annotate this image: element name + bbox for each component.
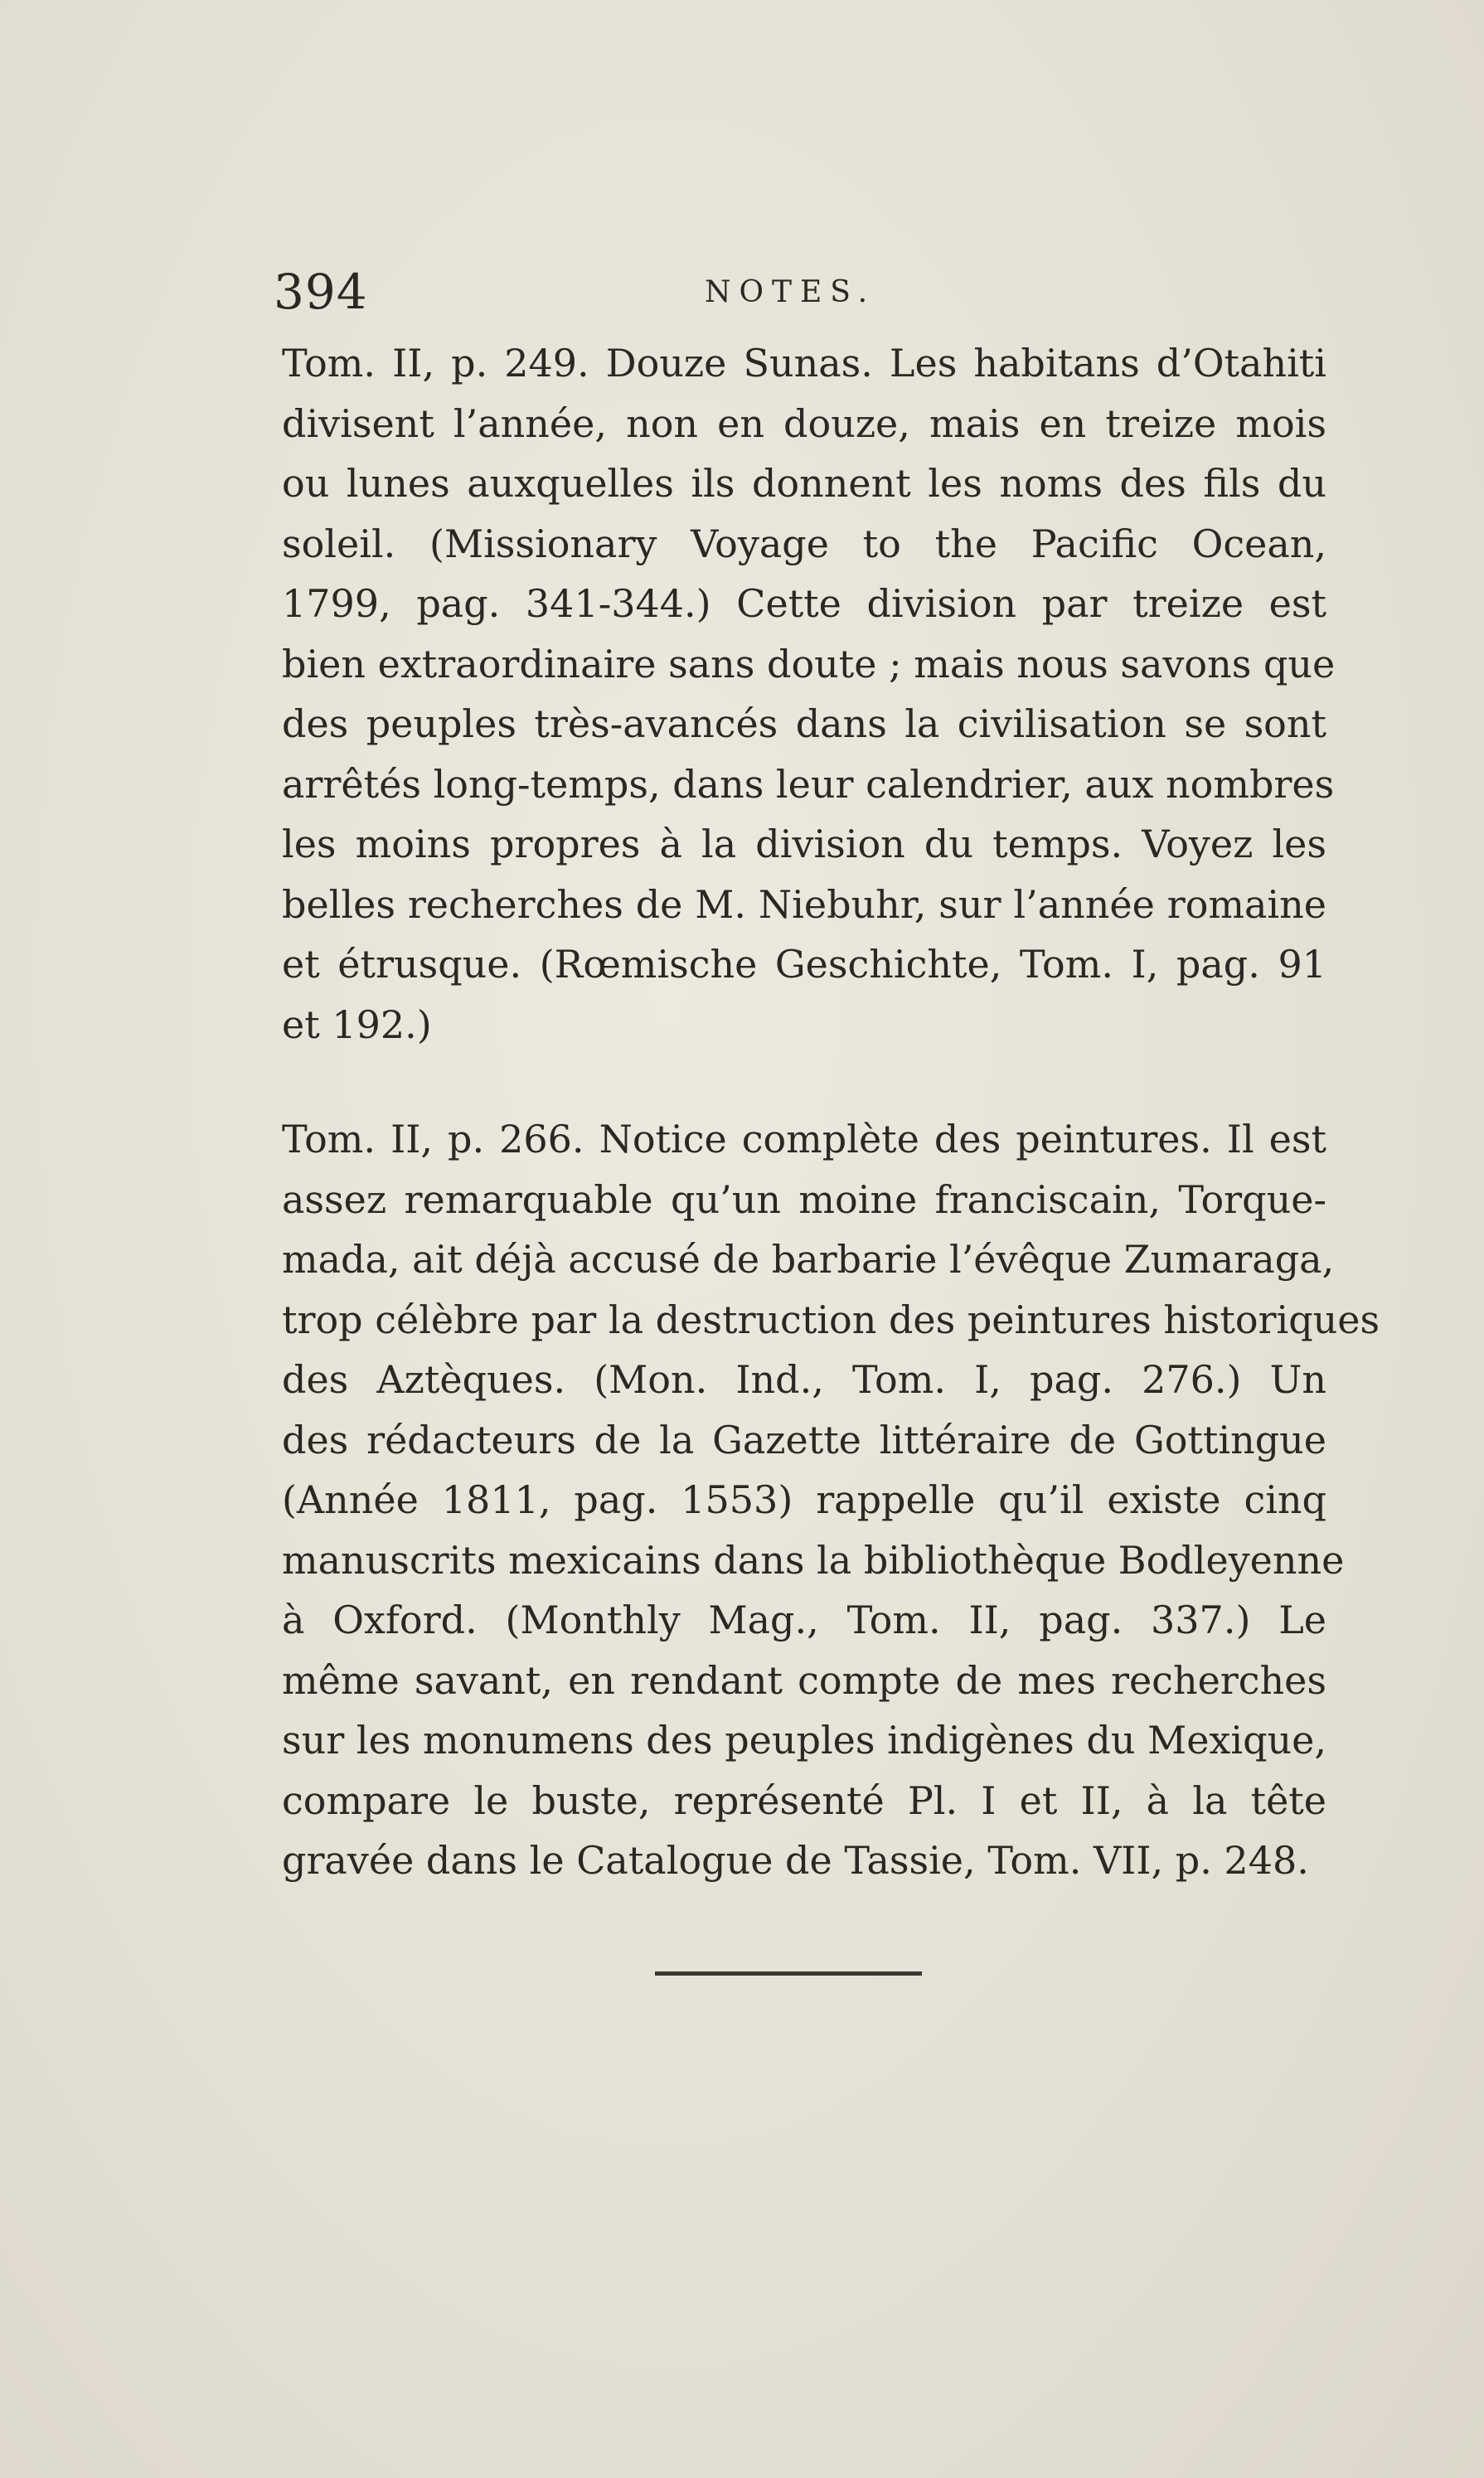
- notes-text: [282, 333, 1380, 1891]
- text-line: et étrusque. (Rœmische Geschichte, Tom. I, pag. 91: [282, 942, 1326, 987]
- text-line: les moins propres à la division du temps. Voyez les: [282, 822, 1326, 866]
- text-line: bien extraordinaire sans doute ; mais nous savons que: [282, 641, 1336, 686]
- page-number: 394: [274, 264, 368, 320]
- text-line: trop célèbre par la destruction des peintures historiques: [282, 1297, 1380, 1342]
- text-line: des rédacteurs de la Gazette littéraire de Gottingue: [282, 1417, 1326, 1462]
- end-rule: [655, 1971, 922, 1976]
- text-line: Tom. II, p. 249. Douze Sunas. Les habitans d’Otahiti: [282, 341, 1326, 386]
- text-line: ou lunes auxquelles ils donnent les noms des fils du: [282, 461, 1326, 506]
- text-line: à Oxford. (Monthly Mag., Tom. II, pag. 337.) Le: [282, 1598, 1326, 1642]
- text-line: (Année 1811, pag. 1553) rappelle qu’il existe cinq: [282, 1477, 1326, 1522]
- text-line: 1799, pag. 341-344.) Cette division par treize est: [282, 581, 1326, 626]
- text-line: des peuples très-avancés dans la civilisation se sont: [282, 701, 1326, 746]
- text-line: des Aztèques. (Mon. Ind., Tom. I, pag. 276.) Un: [282, 1357, 1326, 1402]
- text-line: arrêtés long-temps, dans leur calendrier, aux nombres: [282, 761, 1335, 807]
- note-paragraph: [282, 1109, 1380, 1891]
- text-line: assez remarquable qu’un moine franciscain, Torque-: [282, 1176, 1326, 1222]
- text-line: Tom. II, p. 266. Notice complète des peintures. Il est: [282, 1117, 1326, 1161]
- text-line: mada, ait déjà accusé de barbarie l’évêque Zumaraga,: [282, 1237, 1335, 1282]
- text-line: belles recherches de M. Niebuhr, sur l’année romaine: [282, 881, 1326, 927]
- text-line: divisent l’année, non en douze, mais en treize mois: [282, 400, 1326, 446]
- text-line: manuscrits mexicains dans la bibliothèque Bodleyenne: [282, 1537, 1345, 1583]
- running-head: NOTES.: [705, 275, 876, 309]
- text-line: et 192.): [282, 1001, 432, 1047]
- text-line: soleil. (Missionary Voyage to the Pacific Ocean,: [282, 521, 1326, 566]
- page-header: [274, 264, 1310, 322]
- note-paragraph: [282, 333, 1336, 1055]
- text-line: même savant, en rendant compte de mes recherches: [282, 1657, 1326, 1703]
- text-line: sur les monumens des peuples indigènes du Mexique,: [282, 1718, 1326, 1763]
- text-line: compare le buste, représenté Pl. I et II, à la tête: [282, 1777, 1326, 1823]
- text-line: gravée dans le Catalogue de Tassie, Tom. VII, p. 248.: [282, 1838, 1309, 1883]
